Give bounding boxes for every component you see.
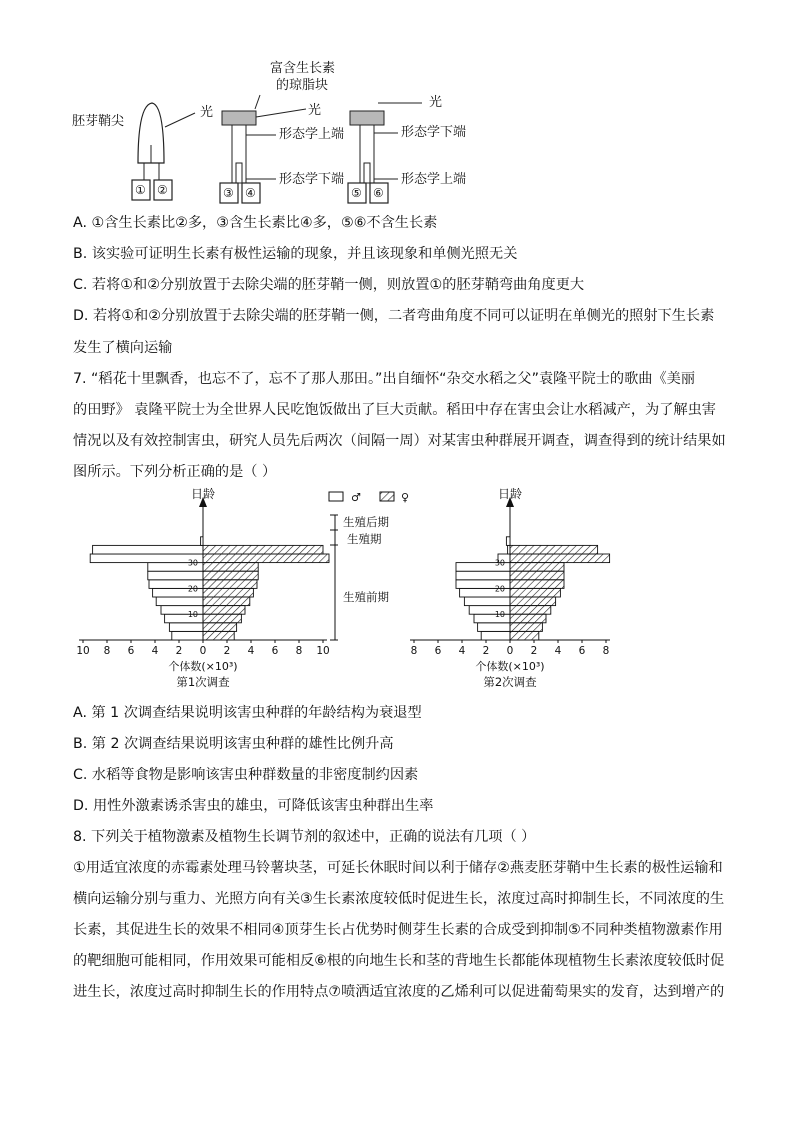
chart-survey-2 — [410, 486, 610, 689]
female-bar-9 — [510, 563, 564, 572]
y-tick-10: 10 — [494, 610, 505, 620]
q7-stem-line-3: 情况以及有效控制害虫，研究人员先后两次（间隔一周）对某害虫种群展开调查，调查得到的统计结果如 — [73, 433, 726, 449]
block-6-label: ⑥ — [373, 186, 384, 200]
stage-post-reproductive: 生殖后期 — [343, 515, 389, 529]
morph-upper-label-2: 形态学上端 — [401, 172, 467, 187]
x-tick-label-4: 0 — [506, 645, 514, 657]
male-bar-2 — [478, 623, 510, 632]
male-bar-5 — [464, 597, 510, 606]
y-tick-20: 20 — [187, 584, 198, 594]
y-tick-30: 30 — [494, 558, 505, 568]
legend-male-label: ♂ — [351, 491, 361, 504]
female-bar-1 — [203, 631, 234, 640]
female-bar-4 — [203, 606, 245, 615]
female-bar-8 — [203, 571, 258, 580]
chart-title: 第1次调查 — [176, 675, 230, 689]
female-bar-3 — [203, 614, 241, 623]
x-tick-label-1: 8 — [103, 645, 111, 657]
q7-option-a: A. 第 1 次调查结果说明该害虫种群的年龄结构为衰退型 — [73, 705, 422, 721]
x-tick-label-3: 2 — [482, 645, 490, 657]
female-bar-11 — [203, 545, 323, 554]
female-bar-10 — [510, 554, 610, 563]
block-1-label: ① — [135, 183, 146, 197]
stage-pre-reproductive: 生殖前期 — [343, 590, 389, 604]
q6-option-a: A. ①含生长素比②多，③含生长素比④多，⑤⑥不含生长素 — [73, 215, 438, 231]
light-label-1: 光 — [200, 105, 214, 120]
q7-option-c: C. 水稻等食物是影响该害虫种群数量的非密度制约因素 — [73, 767, 419, 783]
male-bar-8 — [148, 571, 203, 580]
x-axis-title: 个体数(×10³) — [168, 660, 238, 673]
q7-stem-line-2: 的田野》 袁隆平院士为全世界人民吃饱饭做出了巨大贡献。稻田中存在害虫会让水稻减产，为了解虫害 — [73, 402, 716, 418]
q7-stem-line-1: 7. “稻花十里飘香，也忘不了，忘不了那人那田。”出自缅怀“杂交水稻之父”袁隆平院士的歌曲《美丽 — [73, 371, 696, 387]
light-label-3: 光 — [429, 95, 443, 110]
female-bar-9 — [203, 563, 258, 572]
female-bar-11 — [510, 545, 598, 554]
male-bar-2 — [169, 623, 203, 632]
female-bar-6 — [203, 588, 253, 597]
y-tick-30: 30 — [187, 558, 198, 568]
light-label-2: 光 — [308, 103, 322, 118]
q6-option-b: B. 该实验可证明生长素有极性运输的现象，并且该现象和单侧光照无关 — [73, 246, 518, 262]
q7-option-b: B. 第 2 次调查结果说明该害虫种群的雄性比例升高 — [73, 736, 394, 752]
female-bar-1 — [510, 631, 539, 640]
block-4-label: ④ — [245, 186, 256, 200]
male-bar-12 — [506, 537, 510, 546]
population-pyramid-charts — [0, 485, 794, 697]
stage-bracket — [330, 515, 389, 640]
q6-option-d: D. 若将①和②分别放置于去除尖端的胚芽鞘一侧，二者弯曲角度不同可以证明在单侧光的照射下生长素 — [73, 308, 715, 324]
female-bar-3 — [510, 614, 546, 623]
x-tick-label-9: 8 — [295, 645, 303, 657]
x-tick-label-10: 10 — [316, 645, 330, 657]
female-bar-10 — [203, 554, 329, 563]
male-bar-5 — [156, 597, 203, 606]
block-2-label: ② — [157, 183, 168, 197]
y-tick-10: 10 — [187, 610, 198, 620]
morph-lower-label-1: 形态学下端 — [279, 172, 345, 187]
chart-legend — [329, 491, 409, 504]
x-tick-label-2: 4 — [458, 645, 466, 657]
auxin-transport-figure — [60, 55, 500, 215]
legend-female-swatch — [380, 492, 394, 501]
x-tick-label-7: 6 — [578, 645, 586, 657]
chart-title: 第2次调查 — [483, 675, 537, 689]
female-bar-7 — [203, 580, 257, 589]
x-tick-label-2: 6 — [127, 645, 135, 657]
chart-survey-1 — [76, 486, 329, 689]
block-5-label: ⑤ — [351, 186, 362, 200]
female-bar-5 — [203, 597, 250, 606]
x-tick-label-6: 4 — [554, 645, 562, 657]
x-tick-label-5: 0 — [199, 645, 207, 657]
x-tick-label-8: 8 — [602, 645, 610, 657]
female-bar-5 — [510, 597, 556, 606]
female-bar-2 — [203, 623, 237, 632]
q8-stem: 8. 下列关于植物激素及植物生长调节剂的叙述中，正确的说法有几项（ ） — [73, 829, 536, 845]
female-bar-4 — [510, 606, 551, 615]
female-bar-6 — [510, 588, 560, 597]
q8-text-line-3: 长素，其促进生长的效果不相同④顶芽生长占优势时侧芽生长素的合成受到抑制⑤不同种类植物激素作用 — [73, 922, 723, 938]
agar-label-line1: 富含生长素 — [270, 61, 336, 76]
q8-text-line-5: 进生长，浓度过高时抑制生长的作用特点⑦喷洒适宜浓度的乙烯利可以促进葡萄果实的发育，达到增产的 — [73, 984, 725, 1000]
x-tick-label-3: 4 — [151, 645, 159, 657]
x-tick-label-7: 4 — [247, 645, 255, 657]
x-tick-label-4: 2 — [175, 645, 183, 657]
q8-text-line-1: ①用适宜浓度的赤霉素处理马铃薯块茎，可延长休眠时间以利于储存②燕麦胚芽鞘中生长素的极性运输和 — [73, 860, 723, 876]
q7-option-d: D. 用性外激素诱杀害虫的雄虫，可降低该害虫种群出生率 — [73, 798, 434, 814]
y-tick-20: 20 — [494, 584, 505, 594]
x-tick-label-0: 8 — [410, 645, 418, 657]
y-axis-label: 日龄 — [497, 487, 523, 501]
q8-text-line-4: 的靶细胞可能相同，作用效果可能相反⑥根的向地生长和茎的背地生长都能体现植物生长素浓度较低时促 — [73, 953, 725, 969]
q6-option-c: C. 若将①和②分别放置于去除尖端的胚芽鞘一侧，则放置①的胚芽鞘弯曲角度更大 — [73, 277, 585, 293]
female-bar-7 — [510, 580, 564, 589]
stage-reproductive: 生殖期 — [347, 532, 382, 546]
male-bar-10 — [90, 554, 203, 563]
male-bar-12 — [201, 537, 203, 546]
q8-text-line-2: 横向运输分别与重力、光照方向有关③生长素浓度较低时促进生长，浓度过高时抑制生长，不同浓度的生 — [73, 891, 725, 907]
x-tick-label-6: 2 — [223, 645, 231, 657]
x-tick-label-8: 6 — [271, 645, 279, 657]
morph-lower-label-2: 形态学下端 — [401, 125, 467, 140]
x-tick-label-0: 10 — [76, 645, 90, 657]
q6-option-d-continued: 发生了横向运输 — [73, 340, 173, 356]
male-bar-1 — [481, 631, 510, 640]
coleoptile-tip-label: 胚芽鞘尖 — [72, 114, 125, 129]
morph-upper-label-1: 形态学上端 — [279, 127, 345, 142]
agar-label-line2: 的琼脂块 — [276, 78, 329, 93]
block-3-label: ③ — [223, 186, 234, 200]
q7-stem-line-4: 图所示。下列分析正确的是（ ） — [73, 464, 277, 480]
male-bar-8 — [456, 571, 510, 580]
x-tick-label-5: 2 — [530, 645, 538, 657]
x-axis-title: 个体数(×10³) — [475, 660, 545, 673]
legend-female-label: ♀ — [401, 491, 410, 504]
female-bar-2 — [510, 623, 542, 632]
female-bar-8 — [510, 571, 564, 580]
x-tick-label-1: 6 — [434, 645, 442, 657]
male-bar-1 — [172, 631, 203, 640]
legend-male-swatch — [329, 492, 343, 501]
y-axis-label: 日龄 — [190, 487, 216, 501]
male-bar-11 — [93, 545, 203, 554]
